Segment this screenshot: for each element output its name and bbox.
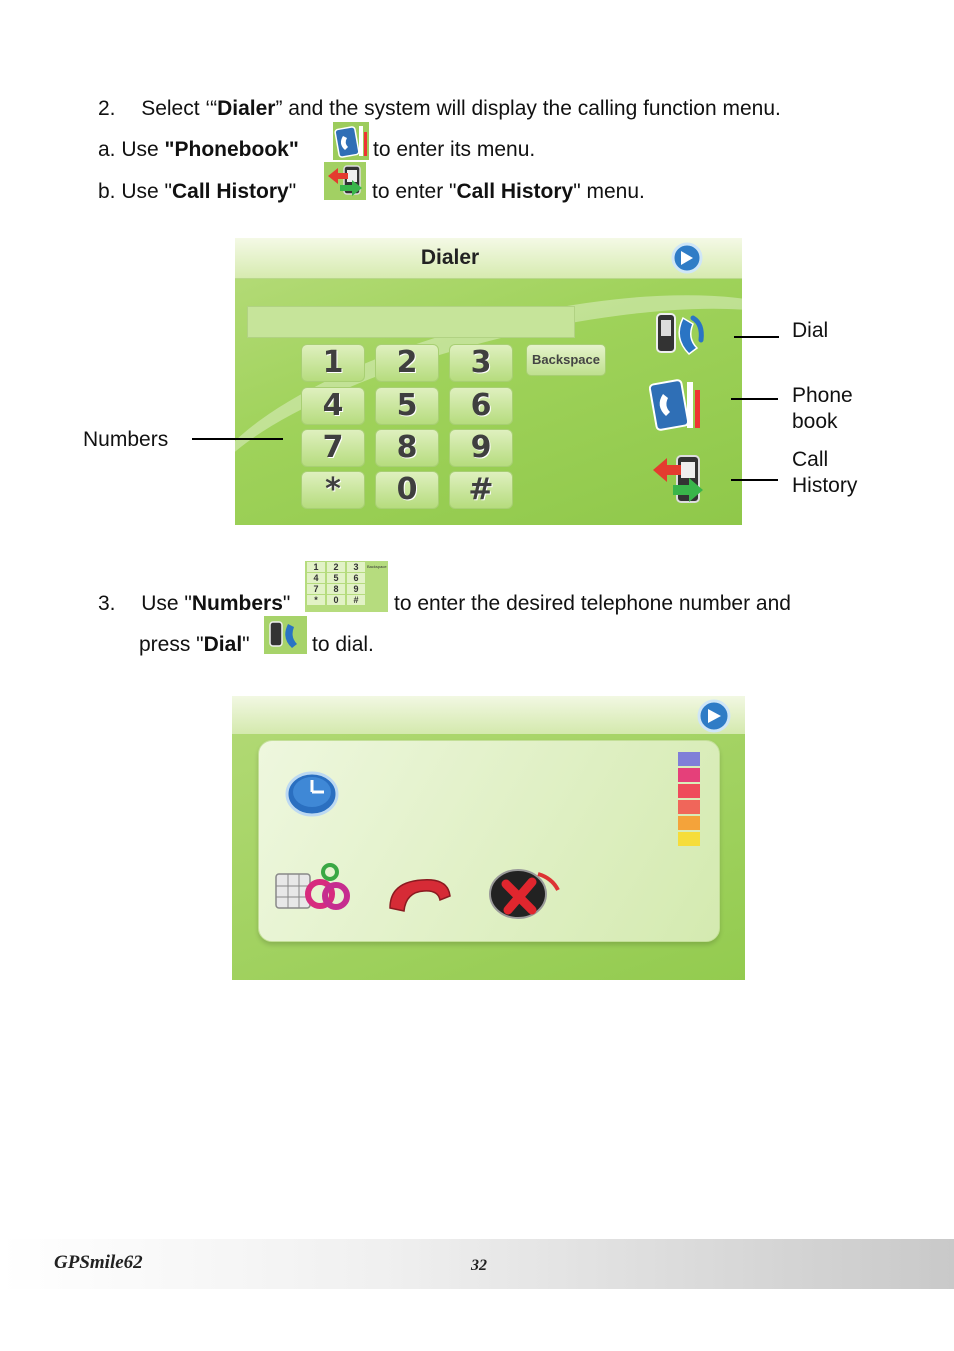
phonebook-icon	[333, 122, 369, 160]
forward-arrow-icon[interactable]	[694, 699, 734, 733]
key-2[interactable]: 2	[375, 344, 439, 382]
dialing-header	[232, 696, 745, 734]
step3-line2-rest: to dial.	[312, 633, 374, 656]
dial-icon[interactable]	[653, 308, 709, 362]
key-6[interactable]: 6	[449, 387, 513, 425]
phonebook-callout-line	[731, 398, 778, 400]
call-history-icon[interactable]	[649, 450, 707, 508]
key-hash[interactable]: #	[449, 471, 513, 509]
step2-line: 2. Select ‘“Dialer” and the system will display the calling function menu.	[98, 97, 781, 120]
dialer-header	[235, 238, 742, 279]
phonebook-callout-label: Phone book	[792, 384, 853, 433]
key-1[interactable]: 1	[301, 344, 365, 382]
page-number: 32	[471, 1257, 487, 1274]
hang-up-icon[interactable]	[384, 868, 454, 916]
number-display-field[interactable]	[247, 306, 575, 338]
backspace-button[interactable]: Backspace	[526, 344, 606, 376]
cancel-call-icon[interactable]	[486, 860, 566, 922]
key-star[interactable]: *	[301, 471, 365, 509]
step-b-rest: to enter "Call History" menu.	[372, 180, 645, 203]
footer-brand: GPSmile62	[54, 1252, 143, 1273]
key-0[interactable]: 0	[375, 471, 439, 509]
forward-arrow-icon[interactable]	[669, 242, 705, 274]
step3-line: 3. Use "Numbers"	[98, 592, 291, 615]
numbers-keypad-icon: 1 2 3 4 5 6 7 8 9 * 0 # Backspace	[305, 561, 388, 612]
step3-line2: press "Dial"	[139, 633, 250, 656]
key-3[interactable]: 3	[449, 344, 513, 382]
key-8[interactable]: 8	[375, 429, 439, 467]
dialer-title: Dialer	[420, 246, 480, 269]
call-history-icon	[324, 162, 366, 200]
numbers-callout-line	[192, 438, 283, 440]
key-7[interactable]: 7	[301, 429, 365, 467]
dialer-screen	[235, 238, 742, 525]
dial-callout-label: Dial	[792, 319, 829, 342]
step-number: 2.	[98, 97, 116, 120]
call-history-callout-line	[731, 479, 778, 481]
keypad-numbers-icon[interactable]	[274, 860, 354, 916]
key-9[interactable]: 9	[449, 429, 513, 467]
step3-rest: to enter the desired telephone number and	[394, 592, 791, 615]
step-a-line: a. Use "Phonebook"	[98, 138, 299, 161]
dialing-screen	[232, 696, 745, 980]
dial-callout-line	[734, 336, 779, 338]
numbers-callout-label: Numbers	[83, 428, 169, 451]
call-history-callout-label: Call History	[792, 448, 858, 497]
step-b-line: b. Use "Call History"	[98, 180, 297, 203]
key-4[interactable]: 4	[301, 387, 365, 425]
phonebook-icon[interactable]	[649, 376, 705, 434]
clock-icon	[284, 768, 340, 818]
key-5[interactable]: 5	[375, 387, 439, 425]
dial-icon	[264, 616, 307, 654]
step-a-rest: to enter its menu.	[373, 138, 536, 161]
numbers-icon-backspace: Backspace	[367, 564, 387, 569]
